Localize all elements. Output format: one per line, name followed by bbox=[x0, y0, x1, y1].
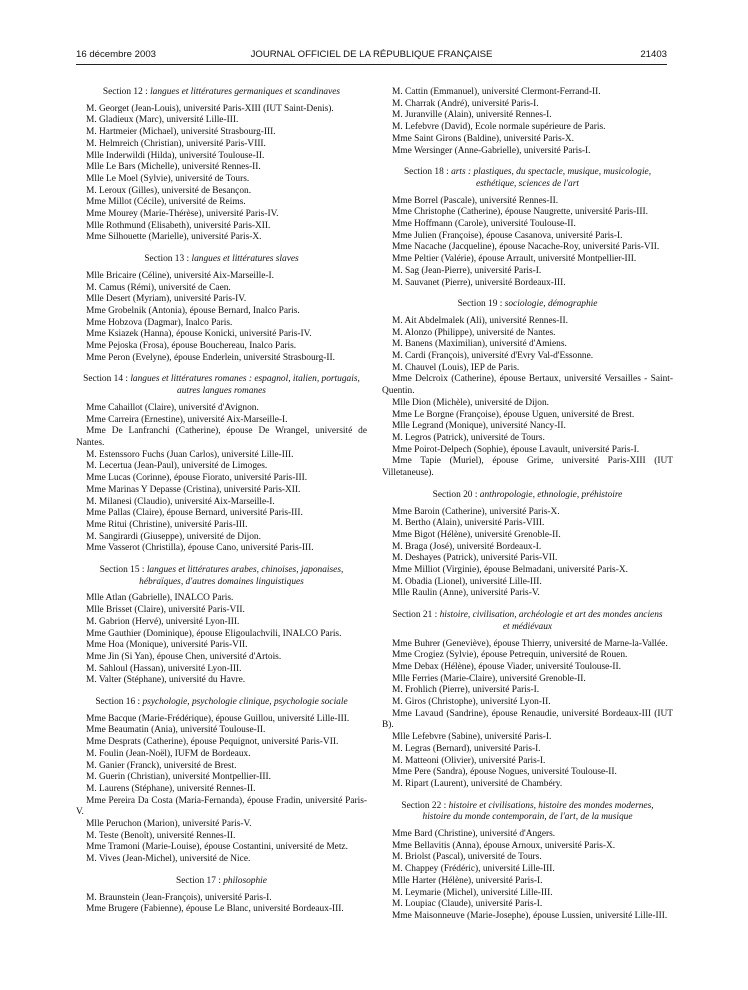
section-number: Section 16 : bbox=[95, 697, 143, 708]
header-page-number: 21403 bbox=[640, 49, 667, 60]
appointee-entry: Mme Lucas (Corinne), épouse Fiorato, université Paris-III. bbox=[86, 473, 308, 484]
appointee-entry: Mme Bigot (Hélène), université Grenoble-II. bbox=[392, 529, 561, 540]
section-subject: psychologie, psychologie clinique, psychologie sociale bbox=[142, 697, 348, 708]
section-block bbox=[76, 565, 367, 687]
section-block bbox=[76, 87, 367, 244]
section-block bbox=[76, 374, 367, 555]
left-column bbox=[76, 87, 367, 916]
appointee-entry: M. Braunstein (Jean-François), université Paris-I. bbox=[86, 892, 272, 903]
header-title: JOURNAL OFFICIEL DE LA RÉPUBLIQUE FRANÇAISE bbox=[250, 49, 493, 60]
section-block bbox=[382, 801, 673, 923]
appointee-entry: M. Sag (Jean-Pierre), université Paris-I. bbox=[392, 265, 542, 276]
section-heading bbox=[388, 610, 667, 633]
appointee-entry: Mlle Rothmund (Elisabeth), université Paris-XII. bbox=[86, 220, 271, 231]
section-block bbox=[382, 299, 673, 480]
section-number: Section 17 : bbox=[176, 875, 224, 886]
appointee-entry: Mme Peltier (Valérie), épouse Arrault, université Montpellier-III. bbox=[392, 254, 637, 265]
appointee-entry: M. Sauvanet (Pierre), université Bordeaux-III. bbox=[392, 277, 566, 288]
appointee-entry: M. Briolst (Pascal), université de Tours. bbox=[392, 852, 542, 863]
appointee-entry: M. Leroux (Gilles), université de Besançon. bbox=[86, 185, 252, 196]
appointee-entry: Mme Milliot (Virginie), épouse Belmadani, université Paris-X. bbox=[392, 565, 628, 576]
appointee-entry: M. Hartmeier (Michael), université Strasbourg-III. bbox=[86, 127, 276, 138]
appointee-entry: M. Ait Abdelmalek (Ali), université Rennes-II. bbox=[392, 315, 569, 326]
section-block bbox=[76, 697, 367, 866]
appointee-entry: M. Estenssoro Fuchs (Juan Carlos), université Lille-III. bbox=[86, 449, 294, 460]
appointee-entry: M. Valter (Stéphane), université du Havre. bbox=[86, 675, 246, 686]
appointee-entry: Mlle Harter (Hélène), université Paris-I. bbox=[392, 875, 543, 886]
section-number: Section 20 : bbox=[432, 489, 480, 500]
section-subject: histoire, civilisation, archéologie et art des mondes anciens et médiévaux bbox=[439, 610, 663, 632]
appointee-entry: Mme Hoffmann (Carole), université Toulouse-II. bbox=[392, 219, 576, 230]
appointee-entry: Mme Baroin (Catherine), université Paris-X. bbox=[392, 506, 560, 517]
header-date: 16 décembre 2003 bbox=[76, 49, 157, 60]
section-heading bbox=[388, 801, 667, 824]
appointee-entry: M. Ganier (Franck), université de Brest. bbox=[86, 760, 237, 771]
appointee-entry: M. Juranville (Alain), université Rennes-I. bbox=[392, 110, 552, 121]
appointee-entry: M. Georget (Jean-Louis), université Paris-XIII (IUT Saint-Denis). bbox=[86, 103, 334, 114]
appointee-entry: M. Teste (Benoît), université Rennes-II. bbox=[86, 830, 236, 841]
section-number: Section 15 : bbox=[99, 565, 147, 576]
appointee-entry: Mme Julien (Françoise), épouse Casanova, université Paris-I. bbox=[392, 230, 623, 241]
appointee-entry: Mme Crogiez (Sylvie), épouse Petrequin, université de Rouen. bbox=[392, 650, 628, 661]
appointee-entry: Mme Bard (Christine), université d'Angers. bbox=[392, 829, 556, 840]
appointee-entry: M. Guerin (Christian), université Montpellier-III. bbox=[86, 772, 271, 783]
appointee-entry: M. Sangirardi (Giuseppe), université de Dijon. bbox=[86, 531, 261, 542]
appointee-entry: Mme Hobzova (Dagmar), Inalco Paris. bbox=[86, 317, 233, 328]
section-heading bbox=[82, 254, 361, 266]
appointee-entry: Mme Silhouette (Marielle), université Paris-X. bbox=[86, 232, 262, 243]
section-heading bbox=[82, 374, 361, 397]
section-heading bbox=[388, 167, 667, 190]
appointee-entry: M. Charrak (André), université Paris-I. bbox=[392, 98, 539, 109]
right-column bbox=[382, 87, 673, 923]
section-subject: langues et littératures romanes : espagnol, italien, portugais, autres langues romanes bbox=[130, 374, 360, 397]
section-number: Section 12 : bbox=[102, 87, 151, 97]
appointee-entry: M. Cattin (Emmanuel), université Clermont-Ferrand-II. bbox=[392, 87, 601, 97]
appointee-entry: M. Loupiac (Claude), université Paris-I. bbox=[392, 899, 543, 910]
section-heading bbox=[82, 87, 361, 99]
appointee-entry: Mme Bellavitis (Anna), épouse Arnoux, université Paris-X. bbox=[392, 840, 616, 851]
appointee-entry: Mme Ksiazek (Hanna), épouse Konicki, université Paris-IV. bbox=[86, 329, 312, 340]
section-subject: arts : plastiques, du spectacle, musique, musicologie, esthétique, sciences de l'art bbox=[451, 167, 652, 189]
appointee-entry: Mme Delcroix (Catherine), épouse Bertaux, université Versailles - Saint-Quentin. bbox=[382, 374, 673, 397]
appointee-entry: Mme Mourey (Marie-Thérèse), université Paris-IV. bbox=[86, 209, 279, 220]
section-subject: langues et littératures arabes, chinoises, japonaises, hébraïques, d'autres domaines linguistiques bbox=[139, 565, 344, 587]
section-block bbox=[382, 490, 673, 600]
appointee-entry: M. Vives (Jean-Michel), université de Nice. bbox=[86, 854, 251, 865]
appointee-entry: Mme Bacque (Marie-Frédérique), épouse Guillou, université Lille-III. bbox=[86, 713, 350, 724]
appointee-entry: Mlle Bricaire (Céline), université Aix-Marseille-I. bbox=[86, 270, 274, 281]
appointee-entry: Mme Ritui (Christine), université Paris-III. bbox=[86, 519, 248, 530]
appointee-entry: M. Ripart (Laurent), université de Chambéry. bbox=[392, 778, 563, 789]
section-number: Section 19 : bbox=[457, 299, 505, 310]
page-header bbox=[76, 49, 667, 63]
section-subject: sociologie, démographie bbox=[504, 299, 598, 310]
appointee-entry: M. Sahloul (Hassan), université Lyon-III. bbox=[86, 663, 242, 674]
appointee-entry: M. Milanesi (Claudio), université Aix-Marseille-I. bbox=[86, 496, 275, 507]
appointee-entry: M. Lecertua (Jean-Paul), université de Limoges. bbox=[86, 461, 268, 472]
appointee-entry: Mlle Desert (Myriam), université Paris-IV. bbox=[86, 294, 247, 305]
appointee-entry: Mlle Dion (Michèle), université de Dijon. bbox=[392, 397, 549, 408]
appointee-entry: Mlle Brisset (Claire), université Paris-VII. bbox=[86, 605, 245, 616]
appointee-entry: Mme Marinas Y Depasse (Cristina), université Paris-XII. bbox=[86, 484, 301, 495]
appointee-entry: Mme Pejoska (Frosa), épouse Bouchereau, Inalco Paris. bbox=[86, 341, 297, 352]
appointee-entry: M. Leymarie (Michel), université Lille-III. bbox=[392, 887, 553, 898]
appointee-entry: Mlle Legrand (Monique), université Nancy-II. bbox=[392, 421, 566, 432]
appointee-entry: Mlle Ferries (Marie-Claire), université Grenoble-II. bbox=[392, 673, 586, 684]
appointee-entry: Mme Borrel (Pascale), université Rennes-II. bbox=[392, 195, 559, 206]
appointee-entry: Mme Tapie (Muriel), épouse Grime, université Paris-XIII (IUT Villetaneuse). bbox=[382, 456, 673, 479]
appointee-entry: Mme Brugere (Fabienne), épouse Le Blanc, université Bordeaux-III. bbox=[86, 904, 344, 915]
appointee-entry: M. Cardi (François), université d'Evry Val-d'Essonne. bbox=[392, 351, 594, 362]
appointee-entry: Mme Peron (Evelyne), épouse Enderlein, université Strasbourg-II. bbox=[86, 352, 335, 363]
appointee-entry: Mme Le Borgne (Françoise), épouse Uguen, université de Brest. bbox=[392, 409, 635, 420]
appointee-entry: M. Giros (Christophe), université Lyon-II. bbox=[392, 697, 551, 708]
section-number: Section 21 : bbox=[392, 610, 440, 621]
section-block bbox=[76, 254, 367, 364]
appointee-entry: Mme Beaumatin (Ania), université Toulouse-II. bbox=[86, 725, 266, 736]
appointee-entry: Mme Pere (Sandra), épouse Nogues, université Toulouse-II. bbox=[392, 767, 617, 778]
appointee-entry: M. Laurens (Stéphane), université Rennes-II. bbox=[86, 783, 256, 794]
appointee-entry: Mme Hoa (Monique), université Paris-VII. bbox=[86, 640, 248, 651]
appointee-entry: Mlle Le Bars (Michelle), université Rennes-II. bbox=[86, 162, 261, 173]
section-number: Section 14 : bbox=[83, 374, 131, 385]
appointee-entry: Mme Nacache (Jacqueline), épouse Nacache-Roy, université Paris-VII. bbox=[392, 242, 660, 253]
section-subject: langues et littératures germaniques et scandinaves bbox=[150, 87, 341, 97]
appointee-entry: M. Camus (Rémi), université de Caen. bbox=[86, 282, 231, 293]
section-heading bbox=[82, 565, 361, 588]
section-number: Section 18 : bbox=[403, 167, 452, 178]
section-subject: histoire et civilisations, histoire des mondes modernes, histoire du monde contemporain, de l'art, de la musique bbox=[422, 800, 654, 823]
appointee-entry: Mme Christophe (Catherine), épouse Naugrette, université Paris-III. bbox=[392, 207, 648, 218]
appointee-entry: M. Frohlich (Pierre), université Paris-I. bbox=[392, 685, 540, 696]
section-block bbox=[382, 167, 673, 289]
section-block bbox=[382, 610, 673, 791]
appointee-entry: M. Foulin (Jean-Noël), IUFM de Bordeaux. bbox=[86, 748, 251, 759]
appointee-entry: M. Lefebvre (David), Ecole normale supérieure de Paris. bbox=[392, 122, 606, 133]
appointee-entry: Mme Cahaillot (Claire), université d'Avignon. bbox=[86, 402, 259, 413]
appointee-entry: Mlle Atlan (Gabrielle), INALCO Paris. bbox=[86, 593, 234, 604]
appointee-entry: Mme Maisonneuve (Marie-Josephe), épouse Lussien, université Lille-III. bbox=[392, 911, 668, 921]
section-subject: philosophie bbox=[223, 875, 267, 886]
appointee-entry: Mme Vasserot (Christilla), épouse Cano, université Paris-III. bbox=[86, 543, 314, 554]
appointee-entry: M. Gladieux (Marc), université Lille-III. bbox=[86, 115, 239, 126]
appointee-entry: Mlle Raulin (Anne), université Paris-V. bbox=[392, 588, 540, 599]
section-heading bbox=[388, 490, 667, 502]
appointee-entry: Mme Desprats (Catherine), épouse Pequignot, université Paris-VII. bbox=[86, 737, 339, 748]
appointee-entry: Mme Grobelnik (Antonia), épouse Bernard, Inalco Paris. bbox=[86, 305, 300, 316]
appointee-entry: M. Gabrion (Hervé), université Lyon-III. bbox=[86, 616, 240, 627]
appointee-entry: M. Banens (Maximilian), université d'Amiens. bbox=[392, 339, 567, 350]
appointee-entry: M. Chauvel (Louis), IEP de Paris. bbox=[392, 362, 520, 373]
appointee-entry: Mlle Peruchon (Marion), université Paris-V. bbox=[86, 819, 252, 830]
appointee-entry: Mlle Lefebvre (Sabine), université Paris-I. bbox=[392, 732, 552, 743]
section-block bbox=[76, 876, 367, 916]
appointee-entry: M. Alonzo (Philippe), université de Nantes. bbox=[392, 327, 556, 338]
appointee-entry: Mme Poirot-Delpech (Sophie), épouse Lavault, université Paris-I. bbox=[392, 444, 640, 455]
appointee-entry: M. Matteoni (Olivier), université Paris-I. bbox=[392, 755, 546, 766]
appointee-entry: Mme Lavaud (Sandrine), épouse Renaudie, université Bordeaux-III (IUT B). bbox=[382, 708, 673, 731]
appointee-entry: M. Obadia (Lionel), université Lille-III. bbox=[392, 576, 542, 587]
section-heading bbox=[82, 876, 361, 888]
appointee-entry: M. Chappey (Frédéric), université Lille-III. bbox=[392, 864, 555, 875]
section-number: Section 13 : bbox=[144, 254, 192, 265]
section-heading bbox=[82, 697, 361, 709]
appointee-entry: Mme Carreira (Ernestine), université Aix-Marseille-I. bbox=[86, 414, 288, 425]
appointee-entry: Mme Tramoni (Marie-Louise), épouse Costantini, université de Metz. bbox=[86, 842, 348, 853]
appointee-entry: M. Legros (Patrick), université de Tours. bbox=[392, 432, 545, 443]
section-number: Section 22 : bbox=[401, 800, 449, 811]
appointee-entry: M. Helmreich (Christian), université Paris-VIII. bbox=[86, 138, 266, 149]
appointee-entry: Mme Pereira Da Costa (Maria-Fernanda), épouse Fradin, université Paris-V. bbox=[76, 795, 367, 818]
appointee-entry: M. Bertho (Alain), université Paris-VIII. bbox=[392, 518, 545, 529]
appointee-entry: Mme Millot (Cécile), université de Reims. bbox=[86, 197, 246, 208]
appointee-entry: Mme Gauthier (Dominique), épouse Eligoulachvili, INALCO Paris. bbox=[86, 628, 342, 639]
section-subject: anthropologie, ethnologie, préhistoire bbox=[479, 489, 623, 500]
appointee-entry: Mme Pallas (Claire), épouse Bernard, université Paris-III. bbox=[86, 508, 303, 519]
appointee-entry: Mme Saint Girons (Baldine), université Paris-X. bbox=[392, 133, 575, 144]
appointee-entry: Mme De Lanfranchi (Catherine), épouse De Wrangel, université de Nantes. bbox=[76, 426, 367, 448]
appointee-entry: M. Legras (Bernard), université Paris-I. bbox=[392, 743, 541, 754]
appointee-entry: Mme Jin (Si Yan), épouse Chen, université d'Artois. bbox=[86, 651, 282, 662]
section-subject: langues et littératures slaves bbox=[191, 254, 299, 265]
section-heading bbox=[388, 299, 667, 311]
appointee-entry: Mme Wersinger (Anne-Gabrielle), université Paris-I. bbox=[392, 145, 591, 156]
header-rule bbox=[76, 64, 667, 65]
appointee-entry: M. Braga (José), université Bordeaux-I. bbox=[392, 541, 542, 552]
appointee-entry: M. Deshayes (Patrick), université Paris-VII. bbox=[392, 553, 558, 564]
appointee-entry: Mme Debax (Hélène), épouse Viader, université Toulouse-II. bbox=[392, 661, 621, 672]
appointee-entry: Mme Buhrer (Geneviève), épouse Thierry, université de Marne-la-Vallée. bbox=[392, 638, 668, 649]
section-block bbox=[382, 87, 673, 157]
appointee-entry: Mlle Inderwildi (Hilda), université Toulouse-II. bbox=[86, 150, 265, 161]
appointee-entry: Mlle Le Moel (Sylvie), université de Tours. bbox=[86, 173, 250, 184]
